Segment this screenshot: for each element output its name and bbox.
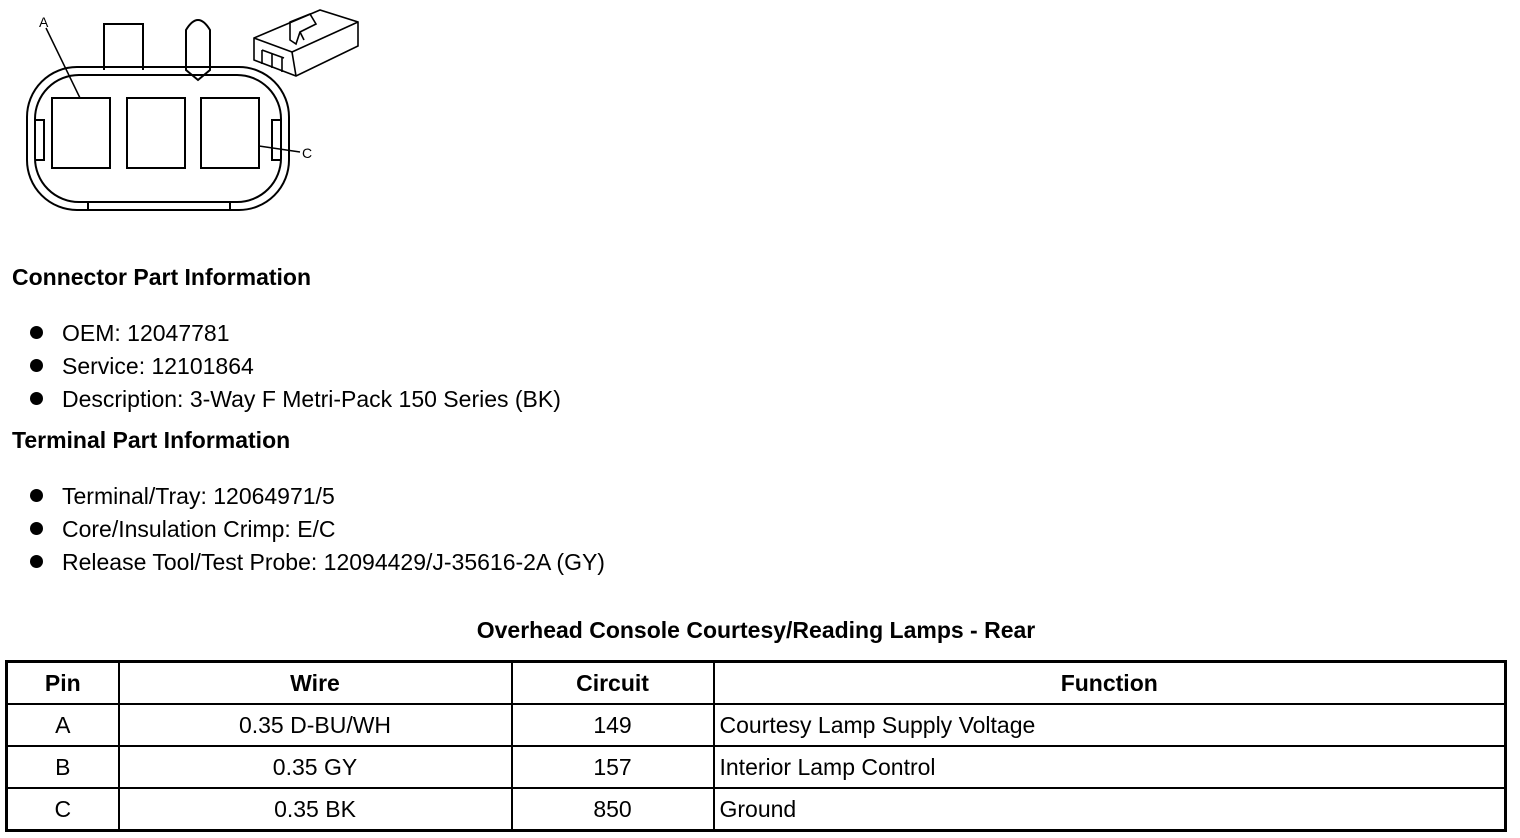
pin-table-title: Overhead Console Courtesy/Reading Lamps - Rear: [476, 617, 1036, 643]
cell-pin: C: [7, 788, 119, 831]
leader-line-a: [46, 28, 80, 98]
list-item: [28, 514, 605, 547]
cavity-label-c: C: [302, 145, 313, 161]
header-pin: Pin: [7, 662, 119, 705]
connector-latch-tab-left: [104, 24, 143, 70]
connector-side-rib-left: [35, 120, 44, 160]
cell-circuit: 157: [512, 746, 714, 788]
connector-housing-inner: [35, 75, 281, 202]
bullet-icon: [30, 326, 43, 339]
cell-circuit: 850: [512, 788, 714, 831]
cell-wire: 0.35 D-BU/WH: [119, 704, 512, 746]
terminal-cavity-a: [52, 98, 110, 168]
bullet-icon: [30, 359, 43, 372]
connector-isometric-view: [254, 10, 358, 76]
list-item-text: Description: 3-Way F Metri-Pack 150 Series (BK): [62, 386, 561, 412]
bullet-icon: [30, 522, 43, 535]
bullet-icon: [30, 555, 43, 568]
bullet-icon: [30, 489, 43, 502]
list-item-text: Terminal/Tray: 12064971/5: [62, 483, 335, 509]
bullet-icon: [30, 392, 43, 405]
header-function: Function: [714, 662, 1506, 705]
cell-wire: 0.35 BK: [119, 788, 512, 831]
list-item-text: OEM: 12047781: [62, 320, 230, 346]
connector-bottom-rib: [88, 202, 230, 210]
list-item: [28, 318, 561, 351]
table-row: [7, 746, 1506, 788]
connector-face-diagram: [0, 0, 380, 230]
list-item: [28, 547, 605, 580]
cell-pin: A: [7, 704, 119, 746]
connector-info-list: [28, 318, 561, 417]
connector-housing-outer: [27, 67, 289, 210]
list-item-text: Release Tool/Test Probe: 12094429/J-35616-2A (GY): [62, 549, 605, 575]
list-item-text: Service: 12101864: [62, 353, 254, 379]
header-circuit: Circuit: [512, 662, 714, 705]
list-item: [28, 481, 605, 514]
connector-latch-tab-right: [186, 20, 210, 80]
connector-info-heading: Connector Part Information: [12, 264, 312, 290]
header-wire: Wire: [119, 662, 512, 705]
table-header-row: [7, 662, 1506, 705]
cell-function: Interior Lamp Control: [714, 746, 1506, 788]
pin-table: [5, 660, 1507, 832]
leader-line-c: [259, 146, 300, 152]
cell-function: Courtesy Lamp Supply Voltage: [714, 704, 1506, 746]
list-item: [28, 384, 561, 417]
cell-function: Ground: [714, 788, 1506, 831]
list-item: [28, 351, 561, 384]
cell-circuit: 149: [512, 704, 714, 746]
list-item-text: Core/Insulation Crimp: E/C: [62, 516, 336, 542]
table-row: [7, 704, 1506, 746]
cavity-label-a: A: [39, 14, 49, 30]
connector-side-rib-right: [272, 120, 281, 160]
cell-pin: B: [7, 746, 119, 788]
table-row: [7, 788, 1506, 831]
cell-wire: 0.35 GY: [119, 746, 512, 788]
terminal-info-heading: Terminal Part Information: [12, 427, 291, 453]
terminal-info-list: [28, 481, 605, 580]
terminal-cavity-c: [201, 98, 259, 168]
terminal-cavity-b: [127, 98, 185, 168]
